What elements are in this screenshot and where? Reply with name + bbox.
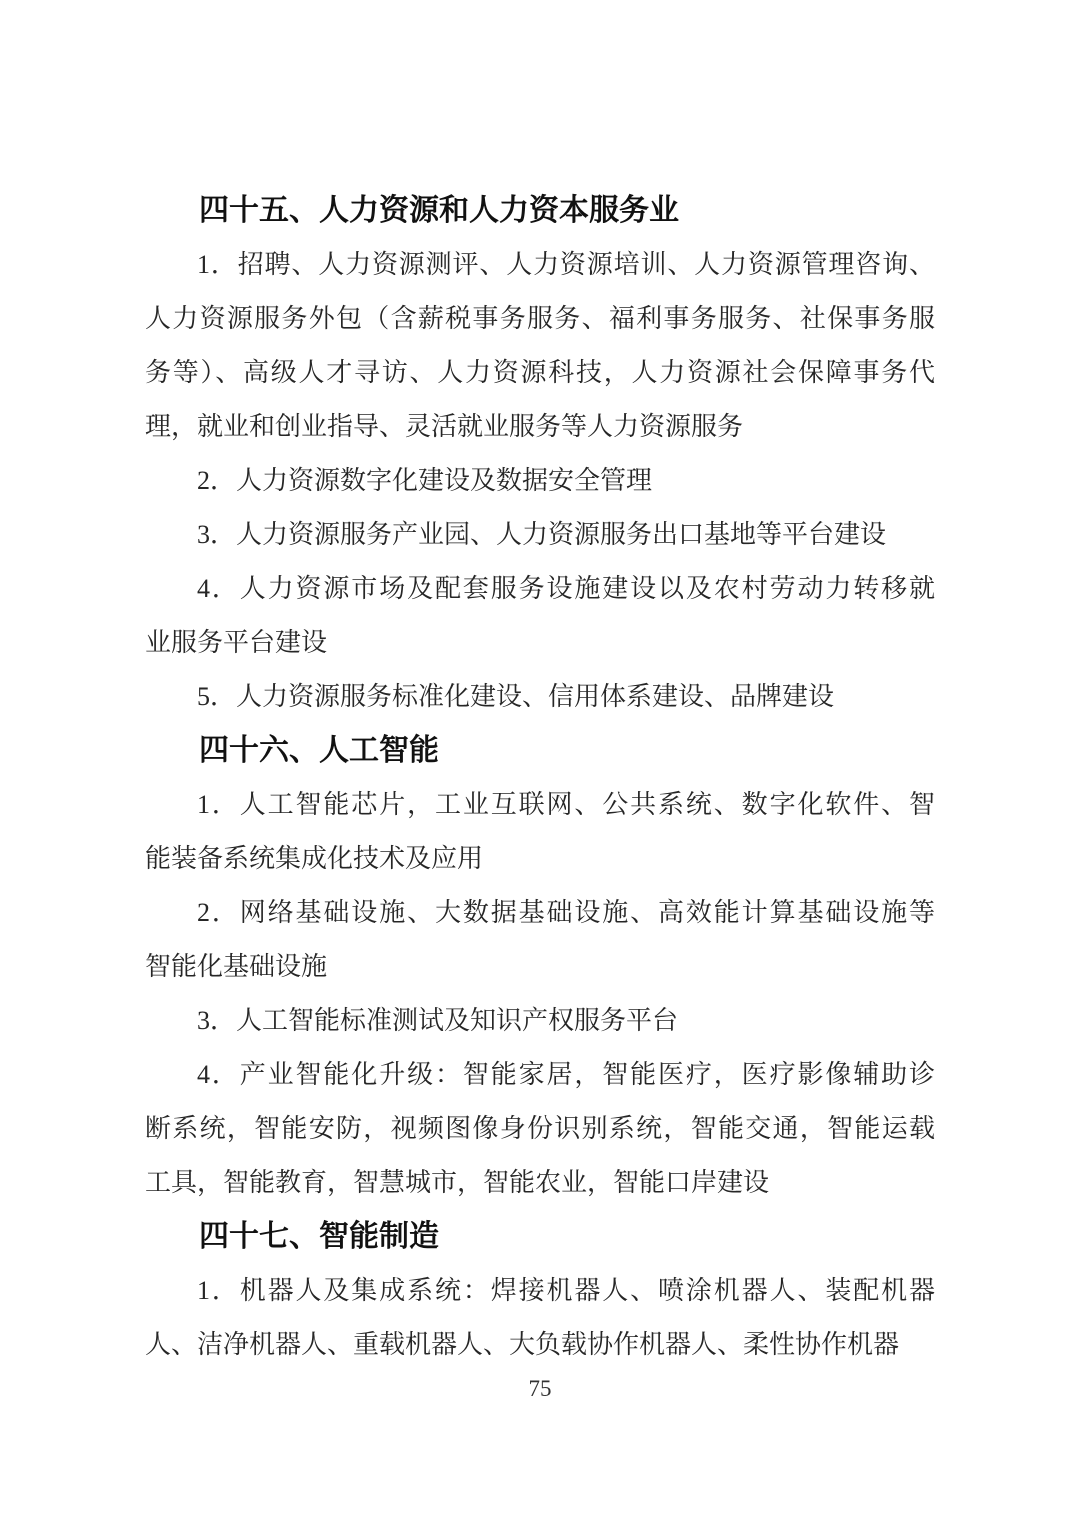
paragraph [145,778,935,886]
section [145,1210,935,1372]
text-line: 3．人工智能标准测试及知识产权服务平台 [197,1006,679,1035]
section-items [145,238,935,724]
section-heading: 四十五、人力资源和人力资本服务业 [199,194,679,227]
text-line: 理，就业和创业指导、灵活就业服务等人力资源服务 [145,412,744,441]
paragraph [145,508,935,562]
text-line: 断系统，智能安防，视频图像身份识别系统，智能交通，智能运载 [145,1114,935,1143]
paragraph [145,1264,935,1372]
text-line: 1．机器人及集成系统：焊接机器人、喷涂机器人、装配机器 [197,1276,935,1305]
text-line: 1．招聘、人力资源测评、人力资源培训、人力资源管理咨询、 [197,250,935,279]
section-heading: 四十六、人工智能 [199,734,439,767]
section [145,724,935,1210]
text-line: 2．人力资源数字化建设及数据安全管理 [197,466,653,495]
section-items [145,778,935,1210]
text-line: 2．网络基础设施、大数据基础设施、高效能计算基础设施等 [197,898,935,927]
page-number: 75 [528,1376,552,1401]
document-body [145,184,935,1372]
paragraph [145,994,935,1048]
section-items [145,1264,935,1372]
text-line: 智能化基础设施 [145,952,328,981]
text-line: 能装备系统集成化技术及应用 [145,844,484,873]
text-line: 务等）、高级人才寻访、人力资源科技，人力资源社会保障事务代 [145,358,935,387]
paragraph [145,1048,935,1210]
paragraph [145,886,935,994]
section-heading: 四十七、智能制造 [199,1220,439,1253]
paragraph [145,670,935,724]
paragraph [145,454,935,508]
text-line: 1．人工智能芯片，工业互联网、公共系统、数字化软件、智 [197,790,935,819]
text-line: 4．产业智能化升级：智能家居，智能医疗，医疗影像辅助诊 [197,1060,935,1089]
text-line: 人、洁净机器人、重载机器人、大负载协作机器人、柔性协作机器 [145,1330,900,1359]
text-line: 工具，智能教育，智慧城市，智能农业，智能口岸建设 [145,1168,770,1197]
paragraph [145,562,935,670]
paragraph [145,238,935,454]
text-line: 人力资源服务外包（含薪税事务服务、福利事务服务、社保事务服 [145,304,935,333]
text-line: 5．人力资源服务标准化建设、信用体系建设、品牌建设 [197,682,835,711]
text-line: 业服务平台建设 [145,628,328,657]
text-line: 4．人力资源市场及配套服务设施建设以及农村劳动力转移就 [197,574,935,603]
section [145,184,935,724]
text-line: 3．人力资源服务产业园、人力资源服务出口基地等平台建设 [197,520,887,549]
